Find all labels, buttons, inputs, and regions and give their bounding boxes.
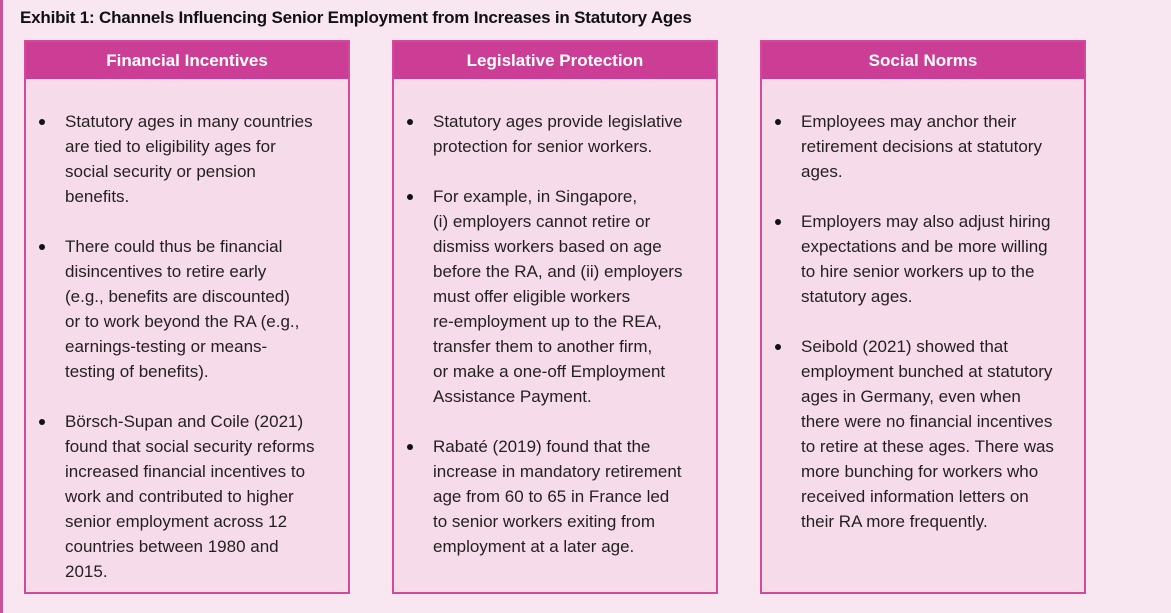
panel-financial-incentives <box>24 40 350 594</box>
exhibit-title: Exhibit 1: Channels Influencing Senior Employment from Increases in Statutory Ages <box>20 8 692 27</box>
bullet-item: Seibold (2021) showed that employment bunched at statutory ages in Germany, even when there were no financial incentives to retire at these ages. There was more bunching for workers who received information letters on their RA more frequently. <box>762 334 1084 534</box>
bullet-item: Employers may also adjust hiring expectations and be more willing to hire senior workers up to the statutory ages. <box>762 209 1084 309</box>
bullet-item: Statutory ages in many countries are tied to eligibility ages for social security or pension benefits. <box>26 109 348 209</box>
panel-header: Financial Incentives <box>26 42 348 79</box>
bullet-list <box>762 109 1084 559</box>
bullet-list <box>26 109 348 609</box>
bullet-item: Statutory ages provide legislative protection for senior workers. <box>394 109 716 159</box>
bullet-item: Börsch-Supan and Coile (2021) found that social security reforms increased financial incentives to work and contributed to higher senior employment across 12 countries between 1980 and 2015. <box>26 409 348 584</box>
bullet-item: For example, in Singapore, (i) employers cannot retire or dismiss workers based on age before the RA, and (ii) employers must offer eligible workers re-employment up to the REA, transfer them to another firm, or make a one-off Employment Assistance Payment. <box>394 184 716 409</box>
panel-social-norms <box>760 40 1086 594</box>
left-accent-rule <box>0 0 3 613</box>
panel-header: Social Norms <box>762 42 1084 79</box>
bullet-item: Employees may anchor their retirement decisions at statutory ages. <box>762 109 1084 184</box>
bullet-item: Rabaté (2019) found that the increase in mandatory retirement age from 60 to 65 in France led to senior workers exiting from employment at a later age. <box>394 434 716 559</box>
panel-header: Legislative Protection <box>394 42 716 79</box>
bullet-list <box>394 109 716 584</box>
bullet-item: There could thus be financial disincentives to retire early (e.g., benefits are discounted) or to work beyond the RA (e.g., earnings-testing or means- testing of benefits). <box>26 234 348 384</box>
panel-legislative-protection <box>392 40 718 594</box>
